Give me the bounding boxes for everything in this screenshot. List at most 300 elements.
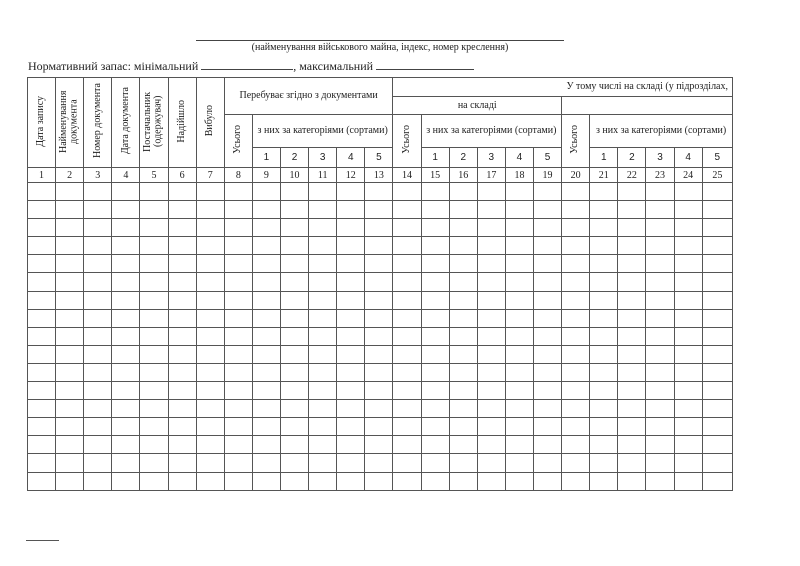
table-cell[interactable] (421, 201, 449, 219)
table-cell[interactable] (449, 382, 477, 400)
table-cell[interactable] (112, 273, 140, 291)
table-cell[interactable] (280, 363, 308, 381)
table-cell[interactable] (252, 183, 280, 201)
table-cell[interactable] (28, 201, 56, 219)
table-cell[interactable] (309, 309, 337, 327)
table-cell[interactable] (168, 201, 196, 219)
table-cell[interactable] (309, 291, 337, 309)
table-cell[interactable] (421, 472, 449, 490)
table-cell[interactable] (393, 237, 421, 255)
table-cell[interactable] (168, 436, 196, 454)
table-cell[interactable] (562, 472, 590, 490)
table-cell[interactable] (590, 219, 618, 237)
table-cell[interactable] (365, 291, 393, 309)
table-cell[interactable] (337, 363, 365, 381)
table-cell[interactable] (702, 255, 732, 273)
table-cell[interactable] (505, 472, 533, 490)
table-cell[interactable] (365, 436, 393, 454)
table-cell[interactable] (590, 472, 618, 490)
table-cell[interactable] (618, 201, 646, 219)
table-cell[interactable] (477, 291, 505, 309)
table-cell[interactable] (674, 363, 702, 381)
table-cell[interactable] (562, 255, 590, 273)
table-cell[interactable] (56, 363, 84, 381)
table-cell[interactable] (393, 363, 421, 381)
table-cell[interactable] (168, 400, 196, 418)
table-cell[interactable] (112, 309, 140, 327)
table-cell[interactable] (168, 382, 196, 400)
table-cell[interactable] (534, 327, 562, 345)
table-cell[interactable] (224, 327, 252, 345)
table-cell[interactable] (280, 418, 308, 436)
table-cell[interactable] (562, 273, 590, 291)
table-cell[interactable] (562, 345, 590, 363)
table-cell[interactable] (140, 183, 168, 201)
table-cell[interactable] (56, 255, 84, 273)
table-cell[interactable] (646, 237, 674, 255)
table-cell[interactable] (702, 382, 732, 400)
table-cell[interactable] (112, 382, 140, 400)
table-cell[interactable] (702, 454, 732, 472)
table-cell[interactable] (505, 201, 533, 219)
table-cell[interactable] (646, 382, 674, 400)
table-cell[interactable] (252, 436, 280, 454)
table-cell[interactable] (252, 345, 280, 363)
table-cell[interactable] (196, 382, 224, 400)
table-cell[interactable] (309, 400, 337, 418)
table-cell[interactable] (196, 327, 224, 345)
table-cell[interactable] (196, 183, 224, 201)
table-cell[interactable] (562, 436, 590, 454)
table-cell[interactable] (309, 345, 337, 363)
table-cell[interactable] (224, 454, 252, 472)
table-cell[interactable] (590, 291, 618, 309)
table-cell[interactable] (337, 327, 365, 345)
table-cell[interactable] (140, 237, 168, 255)
table-cell[interactable] (280, 255, 308, 273)
table-cell[interactable] (618, 418, 646, 436)
table-cell[interactable] (337, 201, 365, 219)
table-cell[interactable] (590, 345, 618, 363)
table-cell[interactable] (534, 219, 562, 237)
table-cell[interactable] (449, 309, 477, 327)
table-cell[interactable] (646, 436, 674, 454)
table-cell[interactable] (421, 255, 449, 273)
table-cell[interactable] (505, 183, 533, 201)
table-cell[interactable] (140, 472, 168, 490)
table-cell[interactable] (421, 273, 449, 291)
table-cell[interactable] (477, 363, 505, 381)
table-cell[interactable] (28, 382, 56, 400)
table-cell[interactable] (309, 255, 337, 273)
table-cell[interactable] (421, 237, 449, 255)
table-cell[interactable] (196, 363, 224, 381)
table-cell[interactable] (56, 418, 84, 436)
table-cell[interactable] (449, 472, 477, 490)
table-cell[interactable] (421, 291, 449, 309)
table-cell[interactable] (393, 309, 421, 327)
table-cell[interactable] (252, 418, 280, 436)
table-cell[interactable] (590, 454, 618, 472)
table-cell[interactable] (337, 400, 365, 418)
table-cell[interactable] (337, 472, 365, 490)
table-cell[interactable] (252, 363, 280, 381)
table-cell[interactable] (252, 291, 280, 309)
table-cell[interactable] (505, 400, 533, 418)
table-cell[interactable] (702, 291, 732, 309)
table-cell[interactable] (84, 345, 112, 363)
table-cell[interactable] (309, 273, 337, 291)
table-cell[interactable] (477, 418, 505, 436)
table-cell[interactable] (28, 345, 56, 363)
table-cell[interactable] (562, 363, 590, 381)
table-cell[interactable] (449, 400, 477, 418)
table-cell[interactable] (56, 219, 84, 237)
table-cell[interactable] (421, 436, 449, 454)
table-cell[interactable] (84, 400, 112, 418)
table-cell[interactable] (112, 363, 140, 381)
table-cell[interactable] (112, 454, 140, 472)
table-cell[interactable] (224, 183, 252, 201)
table-cell[interactable] (56, 345, 84, 363)
table-cell[interactable] (196, 291, 224, 309)
table-cell[interactable] (224, 382, 252, 400)
table-cell[interactable] (280, 273, 308, 291)
table-cell[interactable] (168, 255, 196, 273)
table-cell[interactable] (534, 382, 562, 400)
table-cell[interactable] (646, 201, 674, 219)
table-cell[interactable] (702, 219, 732, 237)
table-cell[interactable] (562, 309, 590, 327)
table-cell[interactable] (505, 454, 533, 472)
table-cell[interactable] (84, 291, 112, 309)
table-cell[interactable] (562, 219, 590, 237)
table-cell[interactable] (477, 273, 505, 291)
table-cell[interactable] (28, 255, 56, 273)
table-cell[interactable] (309, 454, 337, 472)
table-cell[interactable] (224, 472, 252, 490)
table-cell[interactable] (337, 183, 365, 201)
table-cell[interactable] (477, 237, 505, 255)
table-cell[interactable] (224, 309, 252, 327)
table-cell[interactable] (140, 345, 168, 363)
table-cell[interactable] (534, 472, 562, 490)
table-cell[interactable] (337, 219, 365, 237)
table-cell[interactable] (168, 309, 196, 327)
table-cell[interactable] (421, 454, 449, 472)
table-cell[interactable] (84, 436, 112, 454)
table-cell[interactable] (449, 219, 477, 237)
table-cell[interactable] (421, 400, 449, 418)
table-cell[interactable] (674, 382, 702, 400)
table-cell[interactable] (477, 436, 505, 454)
table-cell[interactable] (534, 273, 562, 291)
table-cell[interactable] (309, 472, 337, 490)
table-cell[interactable] (112, 183, 140, 201)
table-cell[interactable] (702, 273, 732, 291)
table-cell[interactable] (56, 201, 84, 219)
table-cell[interactable] (56, 382, 84, 400)
table-cell[interactable] (505, 309, 533, 327)
table-cell[interactable] (84, 219, 112, 237)
table-cell[interactable] (337, 436, 365, 454)
table-cell[interactable] (477, 345, 505, 363)
table-cell[interactable] (196, 400, 224, 418)
table-cell[interactable] (590, 273, 618, 291)
table-cell[interactable] (674, 291, 702, 309)
table-cell[interactable] (112, 219, 140, 237)
table-cell[interactable] (28, 454, 56, 472)
table-cell[interactable] (56, 472, 84, 490)
table-cell[interactable] (365, 183, 393, 201)
table-cell[interactable] (646, 472, 674, 490)
table-cell[interactable] (56, 454, 84, 472)
max-stock-field[interactable] (376, 58, 474, 70)
table-cell[interactable] (56, 436, 84, 454)
table-cell[interactable] (618, 363, 646, 381)
table-cell[interactable] (28, 291, 56, 309)
table-cell[interactable] (365, 309, 393, 327)
table-cell[interactable] (618, 454, 646, 472)
table-cell[interactable] (646, 454, 674, 472)
table-cell[interactable] (562, 183, 590, 201)
table-cell[interactable] (84, 382, 112, 400)
table-cell[interactable] (309, 327, 337, 345)
table-cell[interactable] (646, 273, 674, 291)
table-cell[interactable] (280, 382, 308, 400)
table-cell[interactable] (702, 183, 732, 201)
table-cell[interactable] (224, 400, 252, 418)
table-cell[interactable] (590, 327, 618, 345)
table-cell[interactable] (674, 183, 702, 201)
table-cell[interactable] (280, 472, 308, 490)
table-cell[interactable] (84, 309, 112, 327)
table-cell[interactable] (505, 327, 533, 345)
table-cell[interactable] (674, 472, 702, 490)
table-cell[interactable] (28, 273, 56, 291)
table-cell[interactable] (168, 237, 196, 255)
table-cell[interactable] (449, 345, 477, 363)
table-cell[interactable] (28, 418, 56, 436)
table-cell[interactable] (562, 327, 590, 345)
table-cell[interactable] (534, 291, 562, 309)
table-cell[interactable] (590, 400, 618, 418)
table-cell[interactable] (56, 309, 84, 327)
table-cell[interactable] (534, 183, 562, 201)
table-cell[interactable] (252, 273, 280, 291)
table-cell[interactable] (477, 472, 505, 490)
table-cell[interactable] (365, 255, 393, 273)
table-cell[interactable] (309, 382, 337, 400)
table-cell[interactable] (112, 237, 140, 255)
table-cell[interactable] (56, 291, 84, 309)
table-cell[interactable] (196, 237, 224, 255)
table-cell[interactable] (449, 291, 477, 309)
table-cell[interactable] (168, 291, 196, 309)
table-cell[interactable] (84, 183, 112, 201)
table-cell[interactable] (280, 345, 308, 363)
table-cell[interactable] (309, 363, 337, 381)
table-cell[interactable] (449, 363, 477, 381)
table-cell[interactable] (590, 309, 618, 327)
table-cell[interactable] (477, 400, 505, 418)
table-cell[interactable] (168, 418, 196, 436)
table-cell[interactable] (646, 327, 674, 345)
table-cell[interactable] (505, 273, 533, 291)
table-cell[interactable] (449, 183, 477, 201)
table-cell[interactable] (393, 183, 421, 201)
table-cell[interactable] (449, 237, 477, 255)
table-cell[interactable] (168, 472, 196, 490)
table-cell[interactable] (365, 363, 393, 381)
table-cell[interactable] (224, 345, 252, 363)
table-cell[interactable] (646, 418, 674, 436)
min-stock-field[interactable] (201, 58, 293, 70)
table-cell[interactable] (618, 183, 646, 201)
table-cell[interactable] (590, 183, 618, 201)
table-cell[interactable] (84, 273, 112, 291)
table-cell[interactable] (56, 183, 84, 201)
table-cell[interactable] (505, 418, 533, 436)
table-cell[interactable] (421, 345, 449, 363)
table-cell[interactable] (112, 472, 140, 490)
table-cell[interactable] (365, 454, 393, 472)
table-cell[interactable] (196, 454, 224, 472)
table-cell[interactable] (224, 363, 252, 381)
table-cell[interactable] (562, 201, 590, 219)
table-cell[interactable] (252, 454, 280, 472)
table-cell[interactable] (280, 237, 308, 255)
table-cell[interactable] (646, 291, 674, 309)
table-cell[interactable] (562, 418, 590, 436)
table-cell[interactable] (562, 382, 590, 400)
table-cell[interactable] (505, 255, 533, 273)
table-cell[interactable] (477, 255, 505, 273)
table-cell[interactable] (224, 436, 252, 454)
table-cell[interactable] (393, 436, 421, 454)
table-cell[interactable] (365, 327, 393, 345)
table-cell[interactable] (534, 400, 562, 418)
table-cell[interactable] (252, 201, 280, 219)
table-cell[interactable] (674, 273, 702, 291)
table-cell[interactable] (56, 327, 84, 345)
table-cell[interactable] (674, 418, 702, 436)
table-cell[interactable] (168, 454, 196, 472)
table-cell[interactable] (393, 454, 421, 472)
table-cell[interactable] (280, 183, 308, 201)
table-cell[interactable] (674, 400, 702, 418)
table-cell[interactable] (140, 327, 168, 345)
table-cell[interactable] (393, 345, 421, 363)
table-cell[interactable] (224, 237, 252, 255)
table-cell[interactable] (590, 237, 618, 255)
table-cell[interactable] (562, 454, 590, 472)
table-cell[interactable] (449, 327, 477, 345)
table-cell[interactable] (140, 291, 168, 309)
table-cell[interactable] (337, 418, 365, 436)
table-cell[interactable] (449, 201, 477, 219)
table-cell[interactable] (56, 237, 84, 255)
table-cell[interactable] (28, 327, 56, 345)
table-cell[interactable] (140, 436, 168, 454)
table-cell[interactable] (84, 472, 112, 490)
table-cell[interactable] (224, 273, 252, 291)
table-cell[interactable] (337, 237, 365, 255)
table-cell[interactable] (196, 436, 224, 454)
table-cell[interactable] (337, 382, 365, 400)
table-cell[interactable] (393, 400, 421, 418)
table-cell[interactable] (140, 309, 168, 327)
table-cell[interactable] (252, 327, 280, 345)
table-cell[interactable] (56, 400, 84, 418)
table-cell[interactable] (618, 327, 646, 345)
table-cell[interactable] (140, 219, 168, 237)
table-cell[interactable] (421, 219, 449, 237)
table-cell[interactable] (140, 363, 168, 381)
table-cell[interactable] (674, 436, 702, 454)
table-cell[interactable] (534, 309, 562, 327)
table-cell[interactable] (309, 219, 337, 237)
table-cell[interactable] (140, 255, 168, 273)
table-cell[interactable] (365, 201, 393, 219)
table-cell[interactable] (702, 345, 732, 363)
table-cell[interactable] (365, 382, 393, 400)
table-cell[interactable] (28, 363, 56, 381)
table-cell[interactable] (674, 327, 702, 345)
table-cell[interactable] (674, 201, 702, 219)
table-cell[interactable] (618, 255, 646, 273)
table-cell[interactable] (365, 345, 393, 363)
table-cell[interactable] (393, 273, 421, 291)
table-cell[interactable] (337, 255, 365, 273)
table-cell[interactable] (28, 472, 56, 490)
table-cell[interactable] (477, 219, 505, 237)
table-cell[interactable] (252, 255, 280, 273)
table-cell[interactable] (309, 201, 337, 219)
table-cell[interactable] (590, 418, 618, 436)
table-cell[interactable] (449, 436, 477, 454)
table-cell[interactable] (393, 201, 421, 219)
table-cell[interactable] (112, 418, 140, 436)
table-cell[interactable] (168, 183, 196, 201)
table-cell[interactable] (140, 418, 168, 436)
table-cell[interactable] (252, 237, 280, 255)
table-cell[interactable] (252, 219, 280, 237)
table-cell[interactable] (477, 327, 505, 345)
table-cell[interactable] (505, 291, 533, 309)
table-cell[interactable] (365, 273, 393, 291)
table-cell[interactable] (646, 183, 674, 201)
table-cell[interactable] (112, 327, 140, 345)
table-cell[interactable] (534, 345, 562, 363)
table-cell[interactable] (505, 345, 533, 363)
table-cell[interactable] (618, 309, 646, 327)
table-cell[interactable] (646, 400, 674, 418)
table-cell[interactable] (168, 219, 196, 237)
table-cell[interactable] (646, 219, 674, 237)
table-cell[interactable] (618, 382, 646, 400)
table-cell[interactable] (224, 291, 252, 309)
table-cell[interactable] (674, 454, 702, 472)
table-cell[interactable] (477, 183, 505, 201)
table-cell[interactable] (196, 273, 224, 291)
table-cell[interactable] (534, 454, 562, 472)
table-cell[interactable] (421, 418, 449, 436)
table-cell[interactable] (618, 472, 646, 490)
table-cell[interactable] (196, 472, 224, 490)
table-cell[interactable] (646, 309, 674, 327)
table-cell[interactable] (674, 255, 702, 273)
